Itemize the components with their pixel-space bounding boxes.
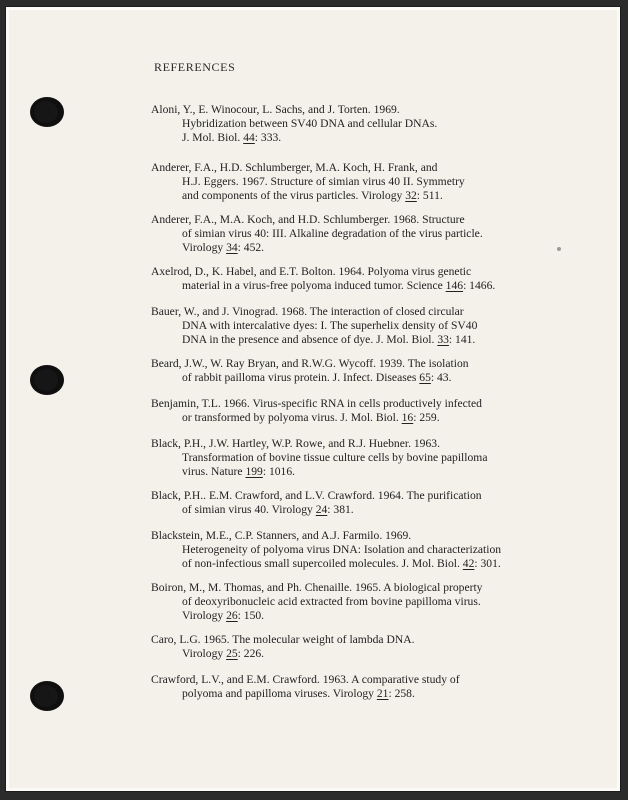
volume-number: 44 <box>243 131 255 144</box>
reference-line: or transformed by polyoma virus. J. Mol. Biol. 16: 259. <box>182 411 440 424</box>
volume-number: 32 <box>405 189 417 202</box>
reference-line: Bauer, W., and J. Vinograd. 1968. The interaction of closed circular <box>151 305 464 318</box>
punch-hole-middle <box>30 365 64 395</box>
reference-line: Benjamin, T.L. 1966. Virus-specific RNA in cells productively infected <box>151 397 482 410</box>
volume-number: 65 <box>419 371 431 384</box>
reference-line: of rabbit pailloma virus protein. J. Infect. Diseases 65: 43. <box>182 371 452 384</box>
reference-line: DNA in the presence and absence of dye. J. Mol. Biol. 33: 141. <box>182 333 476 346</box>
reference-line: polyoma and papilloma viruses. Virology 21: 258. <box>182 687 415 700</box>
volume-number: 26 <box>226 609 238 622</box>
document-page <box>5 6 621 792</box>
volume-number: 21 <box>376 687 389 700</box>
reference-line: of deoxyribonucleic acid extracted from bovine papilloma virus. <box>182 595 481 608</box>
reference-line: Anderer, F.A., M.A. Koch, and H.D. Schlumberger. 1968. Structure <box>151 213 465 226</box>
reference-line: Beard, J.W., W. Ray Bryan, and R.W.G. Wycoff. 1939. The isolation <box>151 357 469 370</box>
reference-entry <box>151 437 611 479</box>
reference-line: Virology 34: 452. <box>182 241 265 254</box>
reference-line: Black, P.H., J.W. Hartley, W.P. Rowe, and R.J. Huebner. 1963. <box>151 437 440 450</box>
reference-line: Black, P.H.. E.M. Crawford, and L.V. Crawford. 1964. The purification <box>151 489 482 502</box>
reference-line: Heterogeneity of polyoma virus DNA: Isolation and characterization <box>182 543 502 556</box>
punch-hole-top <box>30 97 64 127</box>
volume-number: 25 <box>226 647 238 660</box>
reference-line: Virology 25: 226. <box>182 647 265 660</box>
reference-line: Hybridization between SV40 DNA and cellular DNAs. <box>182 117 438 130</box>
page-title: REFERENCES <box>154 60 236 74</box>
reference-line: virus. Nature 199: 1016. <box>182 465 296 478</box>
reference-line: of simian virus 40: III. Alkaline degradation of the virus particle. <box>182 227 483 240</box>
reference-entry <box>151 305 611 347</box>
volume-number: 16 <box>401 411 414 424</box>
reference-entry <box>151 103 611 145</box>
reference-entry <box>151 489 611 517</box>
reference-line: Axelrod, D., K. Habel, and E.T. Bolton. 1964. Polyoma virus genetic <box>151 265 472 278</box>
volume-number: 199 <box>245 465 263 478</box>
volume-number: 33 <box>437 333 449 346</box>
reference-line: DNA with intercalative dyes: I. The superhelix density of SV40 <box>182 319 478 332</box>
volume-number: 24 <box>315 503 328 516</box>
reference-entry <box>151 397 611 425</box>
volume-number: 146 <box>445 279 464 292</box>
reference-line: H.J. Eggers. 1967. Structure of simian virus 40 II. Symmetry <box>182 175 465 188</box>
reference-entry <box>151 581 611 623</box>
reference-entry <box>151 357 611 385</box>
punch-hole-bottom <box>30 681 64 711</box>
reference-line: and components of the virus particles. Virology 32: 511. <box>182 189 443 202</box>
reference-entry <box>151 213 611 255</box>
reference-line: Aloni, Y., E. Winocour, L. Sachs, and J. Torten. 1969. <box>151 103 400 116</box>
reference-line: of non-infectious small supercoiled molecules. J. Mol. Biol. 42: 301. <box>182 557 501 570</box>
reference-entry <box>151 265 611 293</box>
reference-entry <box>151 529 611 571</box>
reference-entry <box>151 161 611 203</box>
reference-line: Boiron, M., M. Thomas, and Ph. Chenaille. 1965. A biological property <box>151 581 483 594</box>
reference-line: Crawford, L.V., and E.M. Crawford. 1963. A comparative study of <box>151 673 460 686</box>
reference-line: Transformation of bovine tissue culture cells by bovine papilloma <box>182 451 488 464</box>
reference-entry <box>151 673 611 701</box>
reference-line: Caro, L.G. 1965. The molecular weight of lambda DNA. <box>151 633 415 646</box>
reference-line: material in a virus-free polyoma induced tumor. Science 146: 1466. <box>182 279 496 292</box>
reference-line: J. Mol. Biol. 44: 333. <box>182 131 282 144</box>
volume-number: 42 <box>462 557 475 570</box>
volume-number: 34 <box>226 241 238 254</box>
reference-line: Blackstein, M.E., C.P. Stanners, and A.J. Farmilo. 1969. <box>151 529 412 542</box>
reference-line: of simian virus 40. Virology 24: 381. <box>182 503 354 516</box>
reference-line: Anderer, F.A., H.D. Schlumberger, M.A. Koch, H. Frank, and <box>151 161 438 174</box>
reference-line: Virology 26: 150. <box>182 609 265 622</box>
reference-entry <box>151 633 611 661</box>
